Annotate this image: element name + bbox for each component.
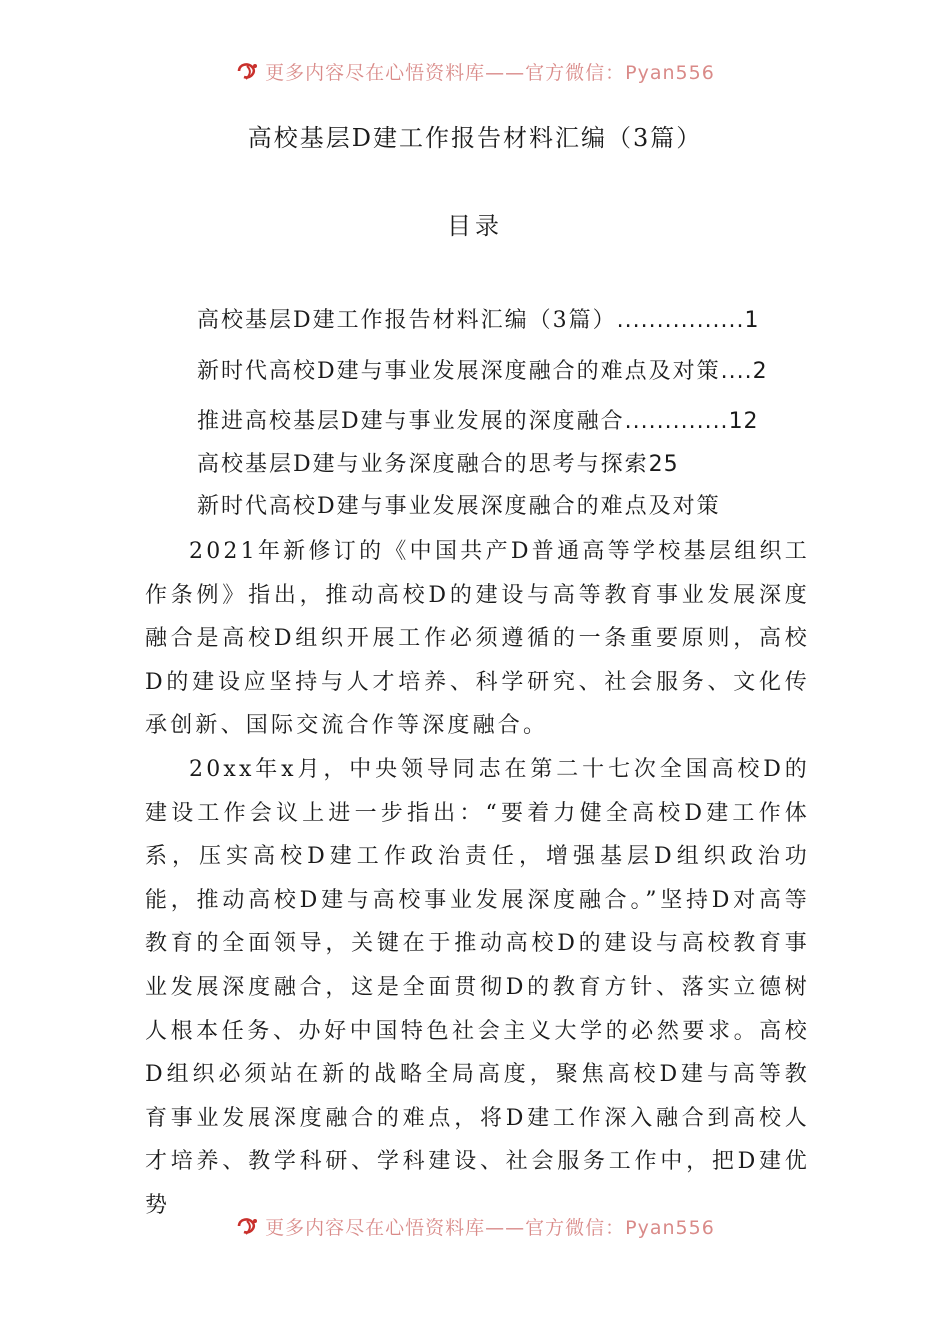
watermark-text: 更多内容尽在心悟资料库——官方微信：Pyan556 xyxy=(265,61,715,84)
toc-entry-text: 推进高校基层D建与事业发展的深度融合 xyxy=(197,409,625,434)
toc-entry-page: 1 xyxy=(744,308,760,333)
logo-icon xyxy=(235,1215,261,1237)
toc-entry-page: 2 xyxy=(752,359,768,384)
watermark-footer xyxy=(0,1211,950,1241)
watermark-text: 更多内容尽在心悟资料库——官方微信：Pyan556 xyxy=(265,1216,715,1239)
section-title: 新时代高校D建与事业发展深度融合的难点及对策 xyxy=(197,494,721,519)
toc-entry[interactable] xyxy=(197,448,679,482)
logo-icon xyxy=(235,60,261,82)
toc-entry-leader: ................ xyxy=(616,308,745,333)
toc-entry[interactable] xyxy=(197,405,759,439)
document-title: 高校基层D建工作报告材料汇编（3篇） xyxy=(247,124,703,152)
toc-heading: 目录 xyxy=(447,212,503,240)
toc-entry-leader: ............. xyxy=(624,409,729,434)
paragraph: 2021年新修订的《中国共产D普通高等学校基层组织工作条例》指出，推动高校D的建设与高等教育事业发展深度融合是高校D组织开展工作必须遵循的一条重要原则，高校D的建设应坚持与人才培养、科学研究、社会服务、文化传承创新、国际交流合作等深度融合。 xyxy=(145,539,810,739)
toc-entry-page: 12 xyxy=(728,409,759,434)
watermark-header xyxy=(0,56,950,86)
paragraph: 20xx年x月，中央领导同志在第二十七次全国高校D的建设工作会议上进一步指出：“要着力健全高校D建工作体系，压实高校D建工作政治责任，增强基层D组织政治功能，推动高校D建与高校事业发展深度融合。”坚持D对高等教育的全面领导，关键在于推动高校D的建设与高校教育事业发展深度融合，这是全面贯彻D的教育方针、落实立德树人根本任务、办好中国特色社会主义大学的必然要求。高校D组织必须站在新的战略全局高度，聚焦高校D建与高等教育事业发展深度融合的难点，将D建工作深入融合到高校人才培养、教学科研、学科建设、社会服务工作中，把D建优势 xyxy=(145,756,810,1218)
body-text xyxy=(145,530,810,1228)
toc-entry-text: 新时代高校D建与事业发展深度融合的难点及对策 xyxy=(197,359,721,384)
toc-entry-text: 高校基层D建与业务深度融合的思考与探索 xyxy=(197,452,649,477)
toc-entry-text: 高校基层D建工作报告材料汇编（3篇） xyxy=(197,308,617,333)
toc-entry-page: 25 xyxy=(648,452,679,477)
toc-entry[interactable] xyxy=(197,304,760,338)
toc-entry-leader: .... xyxy=(720,359,753,384)
toc-entry[interactable] xyxy=(197,355,768,389)
